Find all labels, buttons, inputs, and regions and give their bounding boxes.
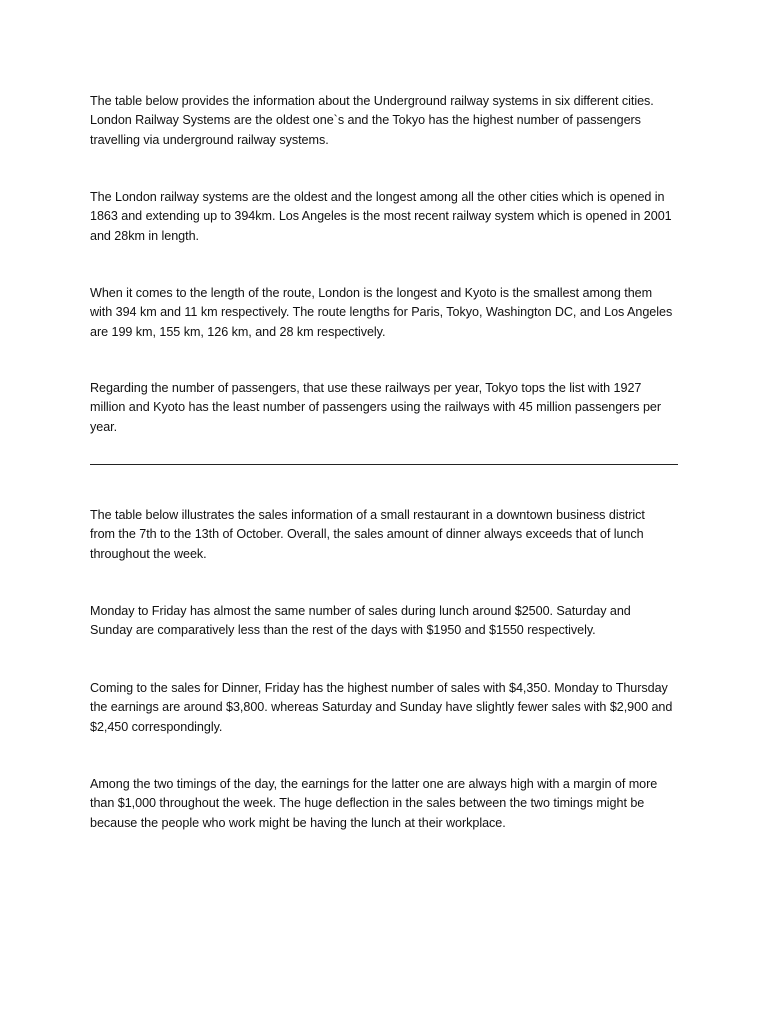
- text-line: and 28km in length.: [90, 228, 199, 243]
- text-line: London Railway Systems are the oldest one`s and the Tokyo has the highest number of passengers: [90, 113, 641, 128]
- text-line: are 199 km, 155 km, 126 km, and 28 km respectively.: [90, 324, 386, 339]
- paragraph-railway-oldest: [90, 188, 690, 246]
- text-line: Coming to the sales for Dinner, Friday has the highest number of sales with $4,350. Monday to Thursday: [90, 681, 668, 695]
- paragraph-sales-lunch: [90, 602, 690, 641]
- text-line: Regarding the number of passengers, that use these railways per year, Tokyo tops the list with 1927: [90, 381, 642, 395]
- text-line: Among the two timings of the day, the earnings for the latter one are always high with a margin of more: [90, 777, 658, 791]
- paragraph-railway-passengers: [90, 379, 690, 437]
- paragraph-sales-comparison: [90, 775, 690, 833]
- text-line: The London railway systems are the oldest and the longest among all the other cities which is opened in: [90, 190, 665, 204]
- paragraph-railway-route-length: [90, 284, 690, 342]
- text-line: million and Kyoto has the least number of passengers using the railways with 45 million passengers per: [90, 400, 662, 415]
- paragraph-sales-dinner: [90, 679, 690, 737]
- text-line: travelling via underground railway systems.: [90, 132, 329, 147]
- text-line: Monday to Friday has almost the same number of sales during lunch around $2500. Saturday and: [90, 604, 631, 618]
- text-line: throughout the week.: [90, 546, 207, 561]
- text-line: because the people who work might be having the lunch at their workplace.: [90, 815, 506, 830]
- text-line: year.: [90, 419, 118, 434]
- text-line: than $1,000 throughout the week. The huge deflection in the sales between the two timings might be: [90, 796, 645, 811]
- text-line: with 394 km and 11 km respectively. The route lengths for Paris, Tokyo, Washington DC, and Los Angeles: [90, 305, 673, 320]
- text-line: from the 7th to the 13th of October. Overall, the sales amount of dinner always exceeds that of lunch: [90, 527, 644, 542]
- text-line: $2,450 correspondingly.: [90, 719, 223, 734]
- horizontal-divider: [90, 464, 678, 465]
- text-line: The table below provides the information about the Underground railway systems in six different cities.: [90, 94, 654, 108]
- text-line: The table below illustrates the sales information of a small restaurant in a downtown business district: [90, 508, 645, 522]
- text-line: 1863 and extending up to 394km. Los Angeles is the most recent railway system which is opened in 2001: [90, 209, 672, 224]
- text-line: Sunday are comparatively less than the rest of the days with $1950 and $1550 respectively.: [90, 623, 596, 638]
- paragraph-railway-intro: [90, 92, 690, 150]
- paragraph-sales-intro: [90, 506, 690, 564]
- text-line: When it comes to the length of the route, London is the longest and Kyoto is the smallest among them: [90, 286, 653, 300]
- text-line: the earnings are around $3,800. whereas Saturday and Sunday have slightly fewer sales with $2,900 and: [90, 700, 673, 715]
